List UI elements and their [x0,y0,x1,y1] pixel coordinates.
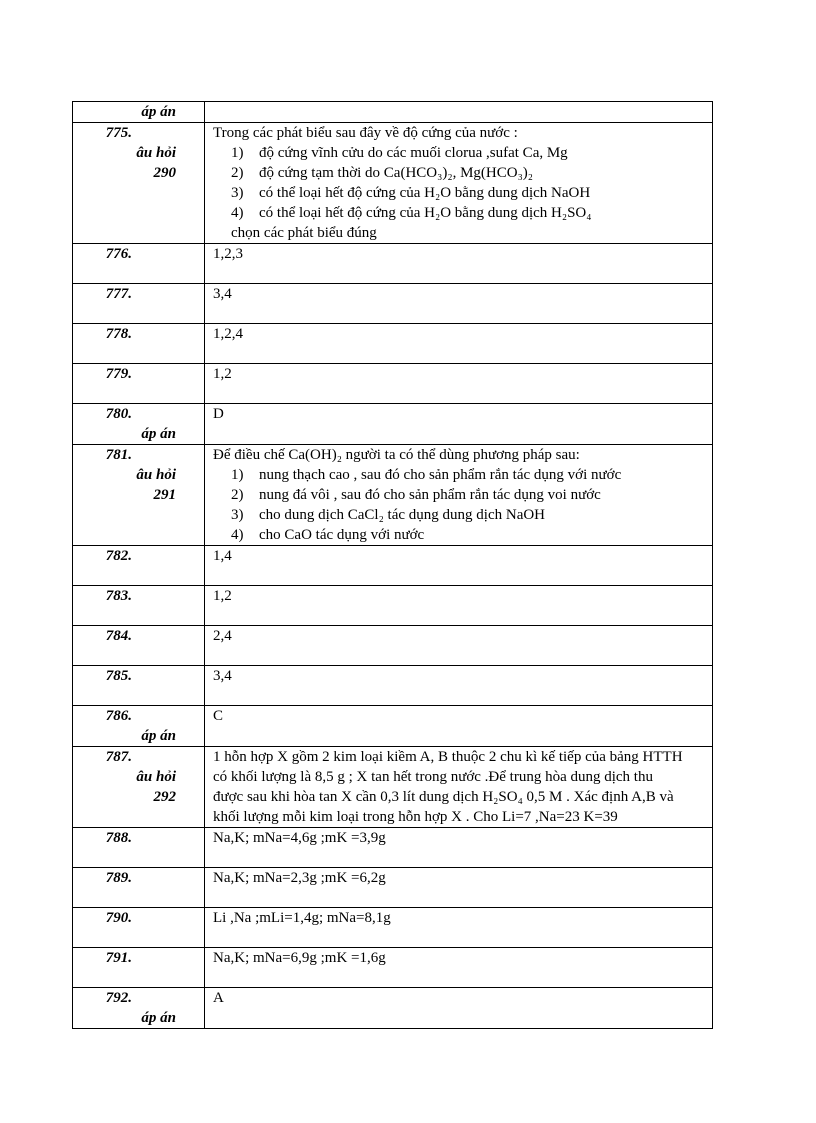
row-number: 789. [105,870,132,886]
row-label-cell [73,908,205,948]
row-number: 792. [105,990,132,1006]
item-number: 2) [231,165,244,181]
answer-label: áp án [141,426,176,442]
list-item [213,505,712,525]
item-number: 1) [231,467,244,483]
option-text: 3,4 [213,286,232,302]
question-code: 291 [153,487,176,503]
question-code: 290 [153,165,176,181]
row-number: 776. [105,246,132,262]
question-line: 1 hỗn hợp X gồm 2 kim loại kiềm A, B thuộc 2 chu kì kế tiếp của bảng HTTH [213,749,683,765]
table-row [73,948,713,988]
row-number: 783. [105,588,132,604]
question-label: âu hỏi [136,467,176,483]
item-text: độ cứng tạm thời do Ca(HCO₃)₂, Mg(HCO₃)₂ [259,165,534,181]
table-row [73,747,713,828]
answer-label: áp án [141,104,176,120]
table-row [73,586,713,626]
question-intro: Trong các phát biểu sau đây về độ cứng của nước : [213,125,518,141]
question-content-cell [205,445,713,546]
option-cell [205,364,713,404]
item-text: nung đá vôi , sau đó cho sản phẩm rắn tác dụng voi nước [259,487,601,503]
option-text: 3,4 [213,668,232,684]
table-row [73,244,713,284]
option-cell [205,284,713,324]
row-number: 787. [105,749,132,765]
row-number: 781. [105,447,132,463]
option-cell [205,948,713,988]
row-content-cell [205,102,713,123]
row-label-cell [73,102,205,123]
list-item [213,485,712,505]
option-cell [205,244,713,284]
list-item [213,183,712,203]
option-text: 2,4 [213,628,232,644]
option-text: Na,K; mNa=4,6g ;mK =3,9g [213,830,386,846]
row-label-cell [73,123,205,244]
item-text: có thể loại hết độ cứng của H₂O bằng dung dịch NaOH [259,185,591,201]
option-cell [205,868,713,908]
table-row [73,404,713,445]
option-text: Na,K; mNa=6,9g ;mK =1,6g [213,950,386,966]
question-label: âu hỏi [136,145,176,161]
item-number: 1) [231,145,244,161]
option-cell [205,546,713,586]
row-label-cell [73,666,205,706]
question-answer-table [72,101,713,1029]
table-row [73,666,713,706]
row-label-cell [73,284,205,324]
table-row [73,988,713,1029]
row-label-cell [73,586,205,626]
item-text: có thể loại hết độ cứng của H₂O bằng dung dịch H₂SO₄ [259,205,592,221]
row-label-cell [73,364,205,404]
option-text: Na,K; mNa=2,3g ;mK =6,2g [213,870,386,886]
row-number: 784. [105,628,132,644]
table-row [73,445,713,546]
option-text: Li ,Na ;mLi=1,4g; mNa=8,1g [213,910,391,926]
item-text: cho CaO tác dụng với nước [259,527,425,543]
item-text: nung thạch cao , sau đó cho sản phẩm rắn tác dụng với nước [259,467,622,483]
row-number: 790. [105,910,132,926]
option-cell [205,586,713,626]
row-label-cell [73,626,205,666]
list-item [213,143,712,163]
answer-cell [205,404,713,445]
table-row [73,626,713,666]
option-cell [205,828,713,868]
table-row [73,324,713,364]
row-label-cell [73,868,205,908]
table-row [73,908,713,948]
row-label-cell [73,988,205,1029]
option-cell [205,666,713,706]
list-item [213,203,712,223]
question-label: âu hỏi [136,769,176,785]
item-text: cho dung dịch CaCl₂ tác dụng dung dịch NaOH [259,507,546,523]
answer-cell [205,706,713,747]
list-item [213,465,712,485]
answer-text: D [213,406,224,422]
row-number: 791. [105,950,132,966]
row-label-cell [73,445,205,546]
row-label-cell [73,546,205,586]
table-row [73,284,713,324]
row-number: 782. [105,548,132,564]
item-number: 3) [231,185,244,201]
item-number: 4) [231,527,244,543]
table-row [73,102,713,123]
table-row [73,868,713,908]
option-text: 1,2,4 [213,326,243,342]
row-number: 785. [105,668,132,684]
row-label-cell [73,404,205,445]
question-line: khối lượng mỗi kim loại trong hỗn hợp X . Cho Li=7 ,Na=23 K=39 [213,809,618,825]
list-item [213,163,712,183]
question-content-cell [205,123,713,244]
option-text: 1,4 [213,548,232,564]
table-row [73,364,713,404]
option-cell [205,626,713,666]
table-row [73,706,713,747]
table-row [73,123,713,244]
row-label-cell [73,948,205,988]
row-number: 788. [105,830,132,846]
answer-cell [205,988,713,1029]
row-number: 780. [105,406,132,422]
table-row [73,546,713,586]
answer-label: áp án [141,1010,176,1026]
row-number: 777. [105,286,132,302]
option-text: 1,2 [213,588,232,604]
question-line: được sau khi hòa tan X cần 0,3 lít dung dịch H₂SO₄ 0,5 M . Xác định A,B và [213,789,674,805]
answer-text: C [213,708,224,724]
row-label-cell [73,747,205,828]
question-line: có khối lượng là 8,5 g ; X tan hết trong nước .Để trung hòa dung dịch thu [213,769,653,785]
item-text: độ cứng vĩnh cửu do các muối clorua ,sufat Ca, Mg [259,145,568,161]
question-code: 292 [153,789,176,805]
row-number: 775. [105,125,132,141]
table-row [73,828,713,868]
row-number: 786. [105,708,132,724]
option-text: 1,2,3 [213,246,243,262]
list-item [213,525,712,545]
question-outro: chọn các phát biểu đúng [231,225,377,241]
row-label-cell [73,244,205,284]
row-number: 779. [105,366,132,382]
row-label-cell [73,706,205,747]
question-intro: Để điều chế Ca(OH)₂ người ta có thể dùng phương pháp sau: [213,447,580,463]
option-cell [205,324,713,364]
item-number: 3) [231,507,244,523]
question-content-cell [205,747,713,828]
option-text: 1,2 [213,366,232,382]
item-number: 2) [231,487,244,503]
item-number: 4) [231,205,244,221]
row-label-cell [73,324,205,364]
option-cell [205,908,713,948]
row-label-cell [73,828,205,868]
answer-text: A [213,990,224,1006]
answer-label: áp án [141,728,176,744]
row-number: 778. [105,326,132,342]
